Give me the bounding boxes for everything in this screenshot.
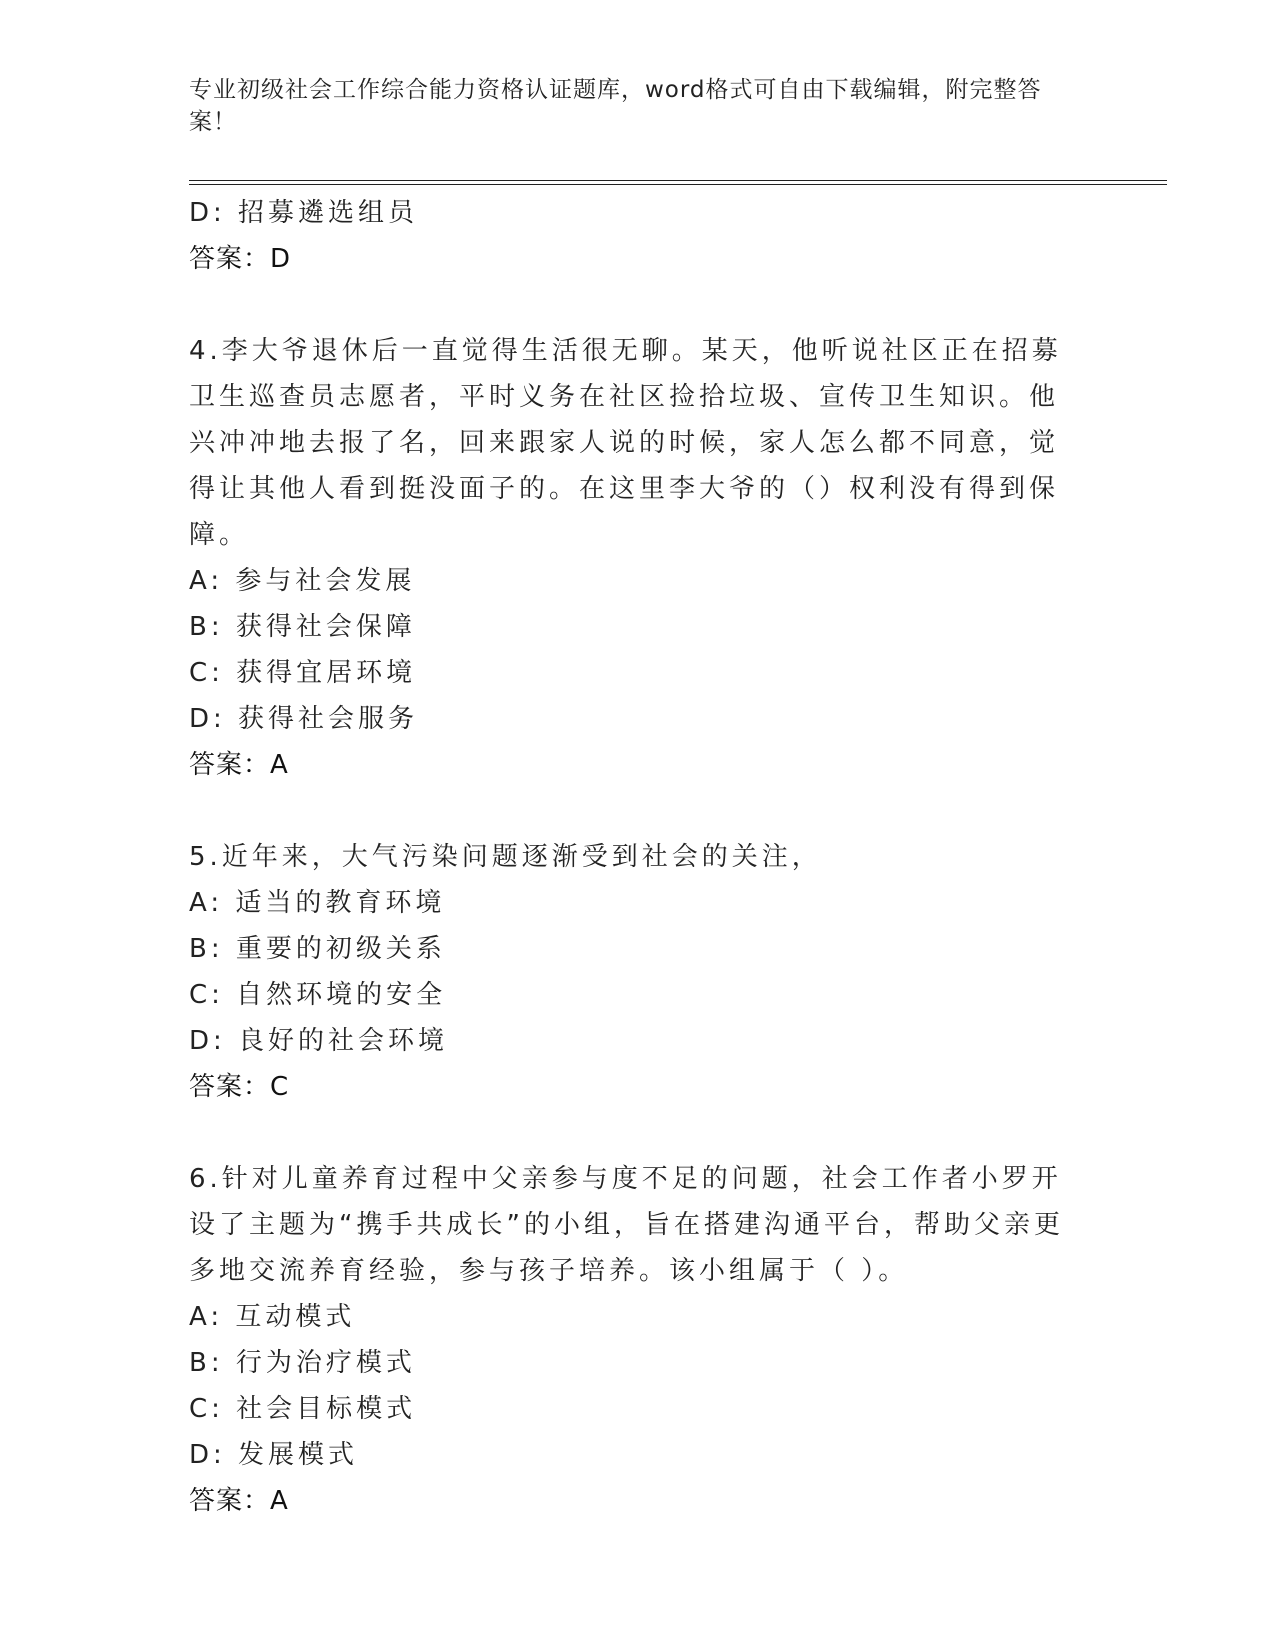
option-d: D: 良好的社会环境	[189, 1026, 449, 1056]
page-header: 专业初级社会工作综合能力资格认证题库，word格式可自由下载编辑，附完整答案！	[189, 77, 1042, 135]
option-d: D: 招募遴选组员	[189, 198, 419, 228]
question-item	[189, 328, 1069, 788]
question-item	[189, 834, 1069, 1110]
question-stem: 4.李大爷退休后一直觉得生活很无聊。某天，他听说社区正在招募卫生巡查员志愿者，平时义务在社区捡拾垃圾、宣传卫生知识。他兴冲冲地去报了名，回来跟家人说的时候，家人怎么都不同意，觉得让其他人看到挺没面子的。在这里李大爷的（）权利没有得到保障。	[189, 336, 1062, 550]
previous-question-tail	[189, 190, 1069, 282]
option-b: B: 获得社会保障	[189, 612, 416, 642]
question-stem: 6.针对儿童养育过程中父亲参与度不足的问题，社会工作者小罗开设了主题为“携手共成长”的小组，旨在搭建沟通平台，帮助父亲更多地交流养育经验，参与孩子培养。该小组属于（ ）。	[189, 1164, 1064, 1286]
question-item	[189, 1156, 1069, 1524]
answer-line: 答案：C	[189, 1072, 290, 1102]
option-c: C: 社会目标模式	[189, 1394, 417, 1424]
question-list	[189, 190, 1069, 1524]
answer-line: 答案：A	[189, 1486, 289, 1516]
option-a: A: 互动模式	[189, 1302, 356, 1332]
option-a: A: 参与社会发展	[189, 566, 416, 596]
option-c: C: 获得宜居环境	[189, 658, 417, 688]
option-d: D: 获得社会服务	[189, 704, 419, 734]
option-d: D: 发展模式	[189, 1440, 359, 1470]
question-stem: 5.近年来，大气污染问题逐渐受到社会的关注，	[189, 842, 822, 872]
header-divider-top	[189, 180, 1167, 181]
option-a: A: 适当的教育环境	[189, 888, 446, 918]
answer-line: 答案：D	[189, 244, 292, 274]
option-b: B: 行为治疗模式	[189, 1348, 416, 1378]
header-divider-bottom	[189, 184, 1167, 185]
option-c: C: 自然环境的安全	[189, 980, 447, 1010]
answer-line: 答案：A	[189, 750, 289, 780]
option-b: B: 重要的初级关系	[189, 934, 446, 964]
